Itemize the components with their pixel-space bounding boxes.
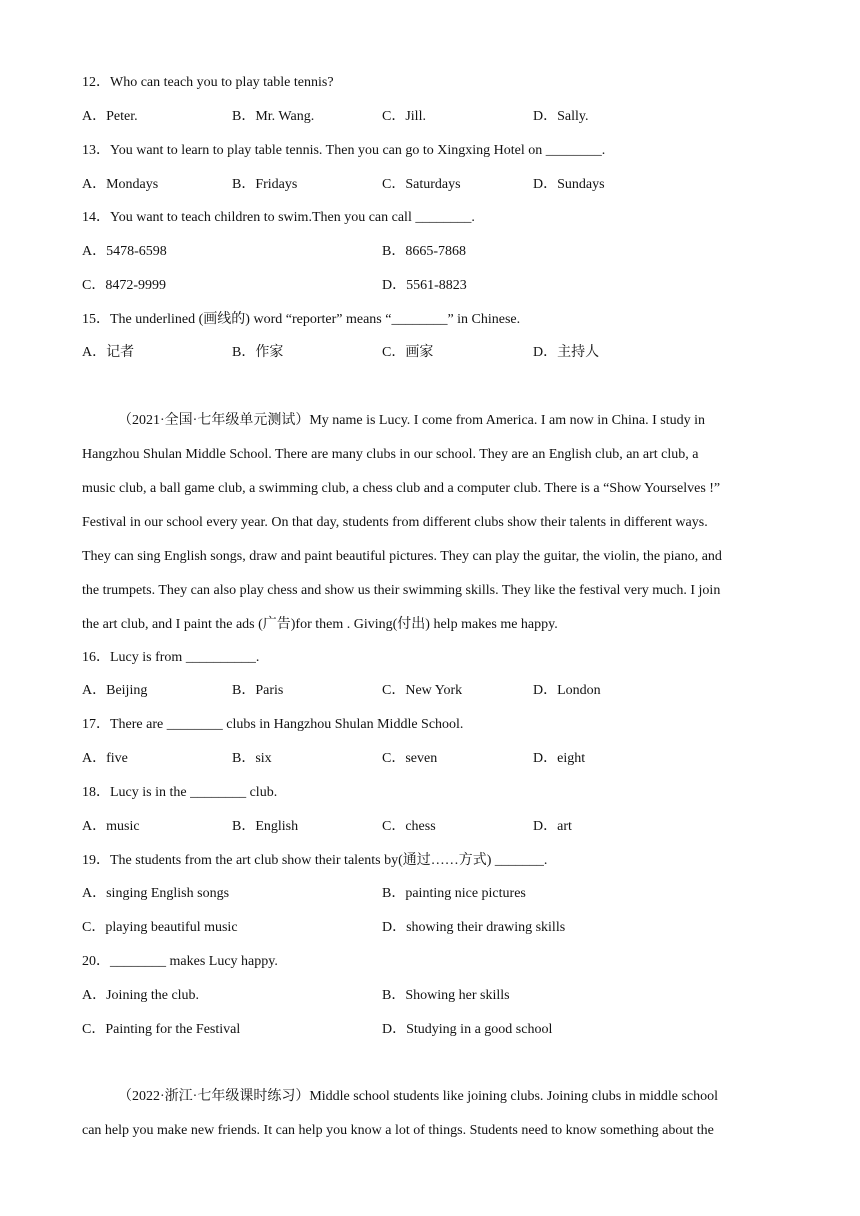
question-12-stem: 12．Who can teach you to play table tennis? — [82, 75, 334, 90]
q16-option-a: A．Beijing — [82, 683, 148, 698]
passage-line: （2021·全国·七年级单元测试）My name is Lucy. I come from America. I am now in China. I study in — [118, 413, 705, 428]
passage-line: the art club, and I paint the ads (广告)for them . Giving(付出) help makes me happy. — [82, 617, 558, 632]
question-14-stem: 14．You want to teach children to swim.Then you can call ________. — [82, 210, 475, 225]
q13-option-b: B．Fridays — [232, 177, 298, 192]
q15-option-a: A．记者 — [82, 345, 135, 360]
q19-option-a: A．singing English songs — [82, 886, 230, 901]
q19-option-c: C．playing beautiful music — [82, 920, 238, 935]
q19-option-b: B．painting nice pictures — [382, 886, 526, 901]
q12-option-b: B．Mr. Wang. — [232, 109, 315, 124]
question-20-stem: 20．________ makes Lucy happy. — [82, 954, 278, 969]
question-19-stem: 19．The students from the art club show their talents by(通过……方式) _______. — [82, 853, 548, 868]
q20-option-d: D．Studying in a good school — [382, 1022, 553, 1037]
passage-line: Festival in our school every year. On that day, students from different clubs show their talents in different ways. — [82, 515, 708, 530]
q14-option-d: D．5561-8823 — [382, 278, 467, 293]
q17-option-c: C．seven — [382, 751, 438, 766]
q13-option-c: C．Saturdays — [382, 177, 461, 192]
q13-option-a: A．Mondays — [82, 177, 159, 192]
question-18-stem: 18．Lucy is in the ________ club. — [82, 785, 278, 800]
question-16-stem: 16．Lucy is from __________. — [82, 650, 260, 665]
question-15-stem: 15．The underlined (画线的) word “reporter” means “________” in Chinese. — [82, 312, 521, 327]
q16-option-b: B．Paris — [232, 683, 284, 698]
q19-option-d: D．showing their drawing skills — [382, 920, 566, 935]
q18-option-c: C．chess — [382, 819, 436, 834]
q17-option-a: A．five — [82, 751, 128, 766]
q12-option-a: A．Peter. — [82, 109, 138, 124]
q12-option-d: D．Sally. — [533, 109, 589, 124]
passage-line: Hangzhou Shulan Middle School. There are many clubs in our school. They are an English club, an art club, a — [82, 447, 699, 462]
question-17-stem: 17．There are ________ clubs in Hangzhou Shulan Middle School. — [82, 717, 464, 732]
q13-option-d: D．Sundays — [533, 177, 605, 192]
passage-line: the trumpets. They can also play chess and show us their swimming skills. They like the festival very much. I join — [82, 583, 721, 598]
q12-option-c: C．Jill. — [382, 109, 426, 124]
passage-line: （2022·浙江·七年级课时练习）Middle school students like joining clubs. Joining clubs in middle school — [118, 1089, 719, 1104]
passage-line: They can sing English songs, draw and paint beautiful pictures. They can play the guitar, the violin, the piano, and — [82, 549, 722, 564]
q20-option-c: C．Painting for the Festival — [82, 1022, 241, 1037]
q20-option-a: A．Joining the club. — [82, 988, 200, 1003]
q14-option-a: A．5478-6598 — [82, 244, 167, 259]
q17-option-b: B．six — [232, 751, 272, 766]
q15-option-d: D．主持人 — [533, 345, 600, 360]
q14-option-c: C．8472-9999 — [82, 278, 166, 293]
q15-option-b: B．作家 — [232, 345, 284, 360]
q15-option-c: C．画家 — [382, 345, 434, 360]
q18-option-a: A．music — [82, 819, 140, 834]
passage-line: music club, a ball game club, a swimming club, a chess club and a computer club. There is a “Show Yourselves !” — [82, 481, 721, 496]
q20-option-b: B．Showing her skills — [382, 988, 510, 1003]
q16-option-d: D．London — [533, 683, 601, 698]
q18-option-d: D．art — [533, 819, 572, 834]
q18-option-b: B．English — [232, 819, 299, 834]
question-13-stem: 13．You want to learn to play table tennis. Then you can go to Xingxing Hotel on ________. — [82, 143, 606, 158]
passage-line: can help you make new friends. It can help you know a lot of things. Students need to know something about the — [82, 1123, 714, 1138]
q14-option-b: B．8665-7868 — [382, 244, 466, 259]
q17-option-d: D．eight — [533, 751, 586, 766]
q16-option-c: C．New York — [382, 683, 463, 698]
